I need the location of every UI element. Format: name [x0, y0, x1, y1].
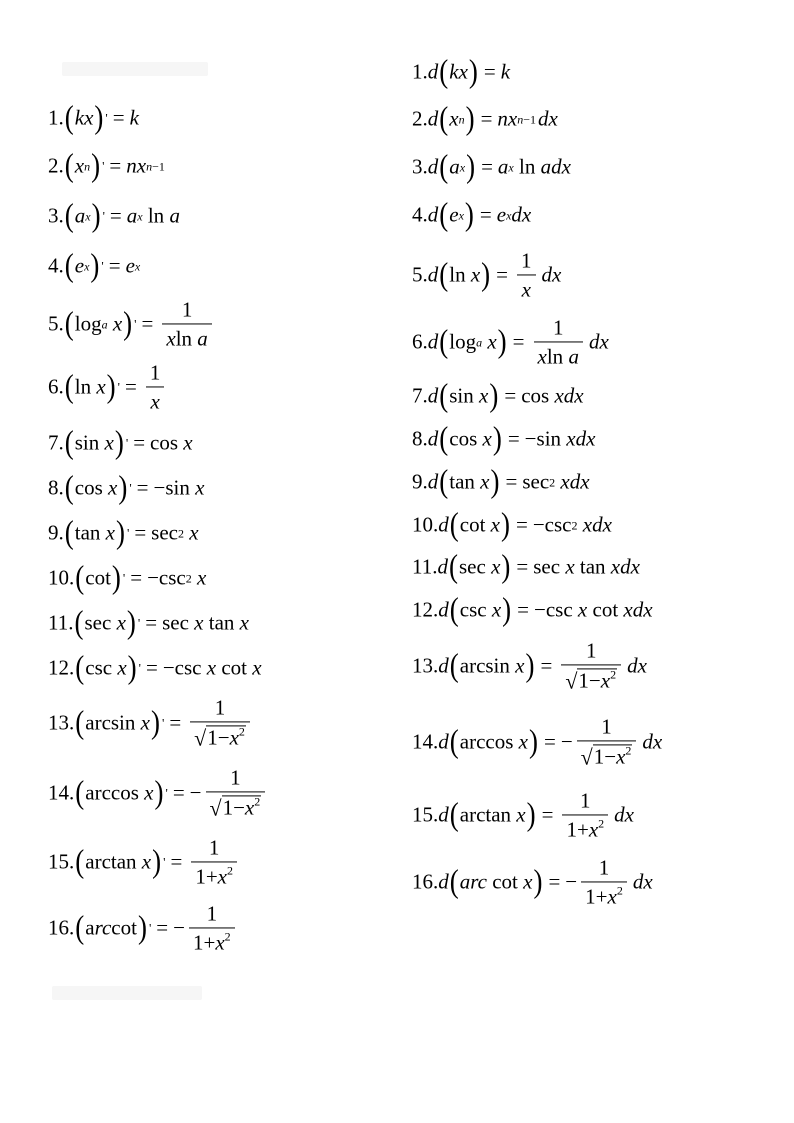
differential-formula-5: 5. d ( ln x ) = $\frac{1}{x}$ dx — [412, 248, 562, 302]
faint-footer-mark — [52, 986, 202, 1000]
differential-formula-2: 2. d ( x n ) = nx n−1 dx — [412, 100, 558, 137]
derivative-formula-6: 6. ( ln x ) ' = $\frac{1}{x}$ — [48, 361, 168, 412]
differential-formula-16: 16. d ( arc cot x ) = − $\frac{1}{1+x^2}$ dx — [412, 855, 653, 909]
differential-formula-13: 13. d ( arcsin x ) = 1 √ $1-x^2$ dx — [412, 638, 647, 694]
derivative-formula-8: 8. ( cos x ) ' = −sin x — [48, 469, 205, 506]
differential-formula-1: 1. d ( kx ) = k — [412, 53, 511, 90]
differential-formula-7: 7. d ( sin x ) = cos xdx — [412, 377, 584, 414]
differential-formula-4: 4. d ( e x ) = e x dx — [412, 196, 532, 233]
differential-formula-8: 8. d ( cos x ) = −sin xdx — [412, 420, 596, 457]
derivative-formula-9: 9. ( tan x ) ' = sec 2 x — [48, 514, 199, 551]
derivative-formula-15: 15. ( arctan x ) ' = $\frac{1}{1+x^2}$ — [48, 836, 241, 887]
derivative-formula-16: 16. ( a rc cot ) ' = − $\frac{1}{1+x^2}$ — [48, 902, 239, 953]
derivative-formula-7: 7. ( sin x ) ' = cos x — [48, 424, 193, 461]
faint-header-mark — [62, 62, 208, 76]
differential-formula-14: 14. d ( arccos x ) = − 1 √ $1-x^2$ dx — [412, 714, 663, 770]
derivative-formula-12: 12. ( csc x ) ' = −csc x cot x — [48, 649, 262, 686]
derivative-formula-2: 2. ( x n ) ' = nx n−1 — [48, 147, 165, 184]
derivative-formula-5: 5. ( log a x ) ' = $\frac{1}{\text{xln a}}$ — [48, 298, 216, 349]
derivative-formula-11: 11. ( sec x ) ' = sec x tan x — [48, 604, 249, 641]
differential-formula-6: 6. d ( log a x ) = $\frac{1}{\text{xln a}}$ dx — [412, 315, 609, 369]
differential-formula-10: 10. d ( cot x ) = −csc 2 xdx — [412, 506, 612, 543]
differential-formula-11: 11. d ( sec x ) = sec x tan xdx — [412, 548, 640, 585]
derivative-formula-13: 13. ( arcsin x ) ' = 1 √ $1-x^2$ — [48, 696, 254, 749]
derivative-formula-10: 10. ( cot ) ' = −csc 2 x — [48, 559, 207, 596]
differential-formula-3: 3. d ( a x ) = a x ln adx — [412, 148, 571, 185]
differential-formula-12: 12. d ( csc x ) = −csc x cot xdx — [412, 591, 653, 628]
differential-formula-9: 9. d ( tan x ) = sec 2 xdx — [412, 463, 590, 500]
differential-formula-15: 15. d ( arctan x ) = $\frac{1}{1+x^2}$ dx — [412, 788, 634, 842]
derivative-formula-4: 4. ( e x ) ' = e x — [48, 247, 141, 284]
derivative-formula-1: 1. ( kx ) ' = k — [48, 99, 139, 136]
derivative-formula-14: 14. ( arccos x ) ' = − 1 √ $1-x^2$ — [48, 766, 269, 819]
derivative-formula-3: 3. ( a x ) ' = a x ln a — [48, 197, 180, 234]
